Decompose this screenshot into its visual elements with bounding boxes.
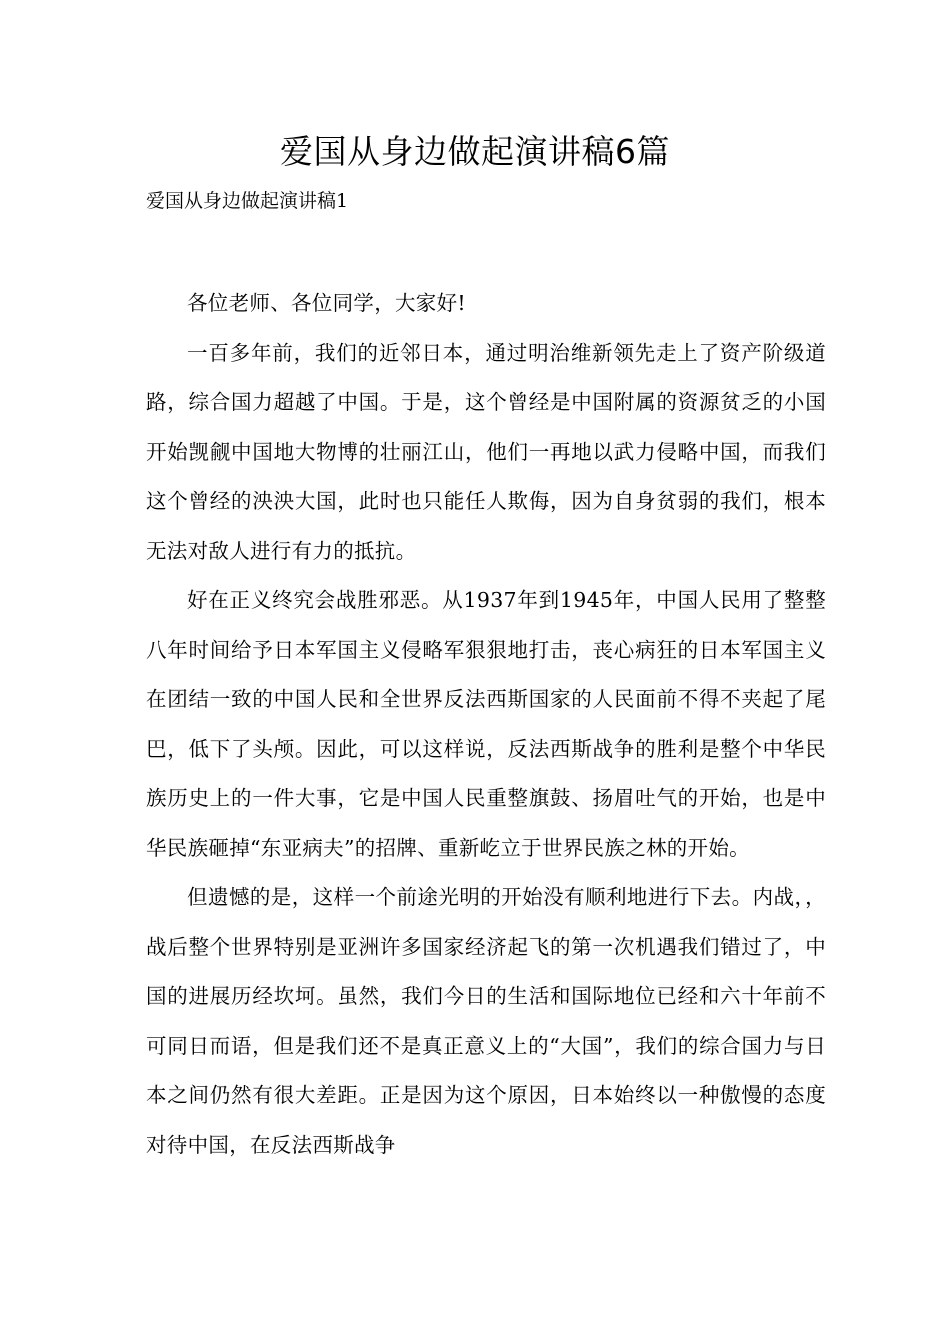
document-body [146, 279, 826, 1170]
paragraph: 好在正义终究会战胜邪恶。从1937年到1945年，中国人民用了整整八年时间给予日本军国主义侵略军狠狠地打击，丧心病狂的日本军国主义在团结一致的中国人民和全世界反法西斯国家的人民面前不得不夹起了尾巴，低下了头颅。因此，可以这样说，反法西斯战争的胜利是整个中华民族历史上的一件大事，它是中国人民重整旗鼓、扬眉吐气的开始，也是中华民族砸掉“东亚病夫”的招牌、重新屹立于世界民族之林的开始。 [146, 588, 826, 860]
paragraph-greeting: 各位老师、各位同学，大家好! [187, 291, 466, 315]
paragraph: 一百多年前，我们的近邻日本，通过明治维新领先走上了资产阶级道路，综合国力超越了中国。于是，这个曾经是中国附属的资源贫乏的小国开始觊觎中国地大物博的壮丽江山，他们一再地以武力侵略中国，而我们这个曾经的泱泱大国，此时也只能任人欺侮，因为自身贫弱的我们，根本无法对敌人进行有力的抵抗。 [146, 340, 826, 563]
document-title: 爱国从身边做起演讲稿6篇 [280, 132, 670, 171]
paragraph: 但遗憾的是，这样一个前途光明的开始没有顺利地进行下去。内战，，战后整个世界特别是亚洲许多国家经济起飞的第一次机遇我们错过了，中国的进展历经坎坷。虽然，我们今日的生活和国际地位已经和六十年前不可同日而语，但是我们还不是真正意义上的“大国”，我们的综合国力与日本之间仍然有很大差距。正是因为这个原因，日本始终以一种傲慢的态度对待中国，在反法西斯战争 [146, 885, 826, 1157]
document-subtitle: 爱国从身边做起演讲稿1 [146, 190, 349, 212]
